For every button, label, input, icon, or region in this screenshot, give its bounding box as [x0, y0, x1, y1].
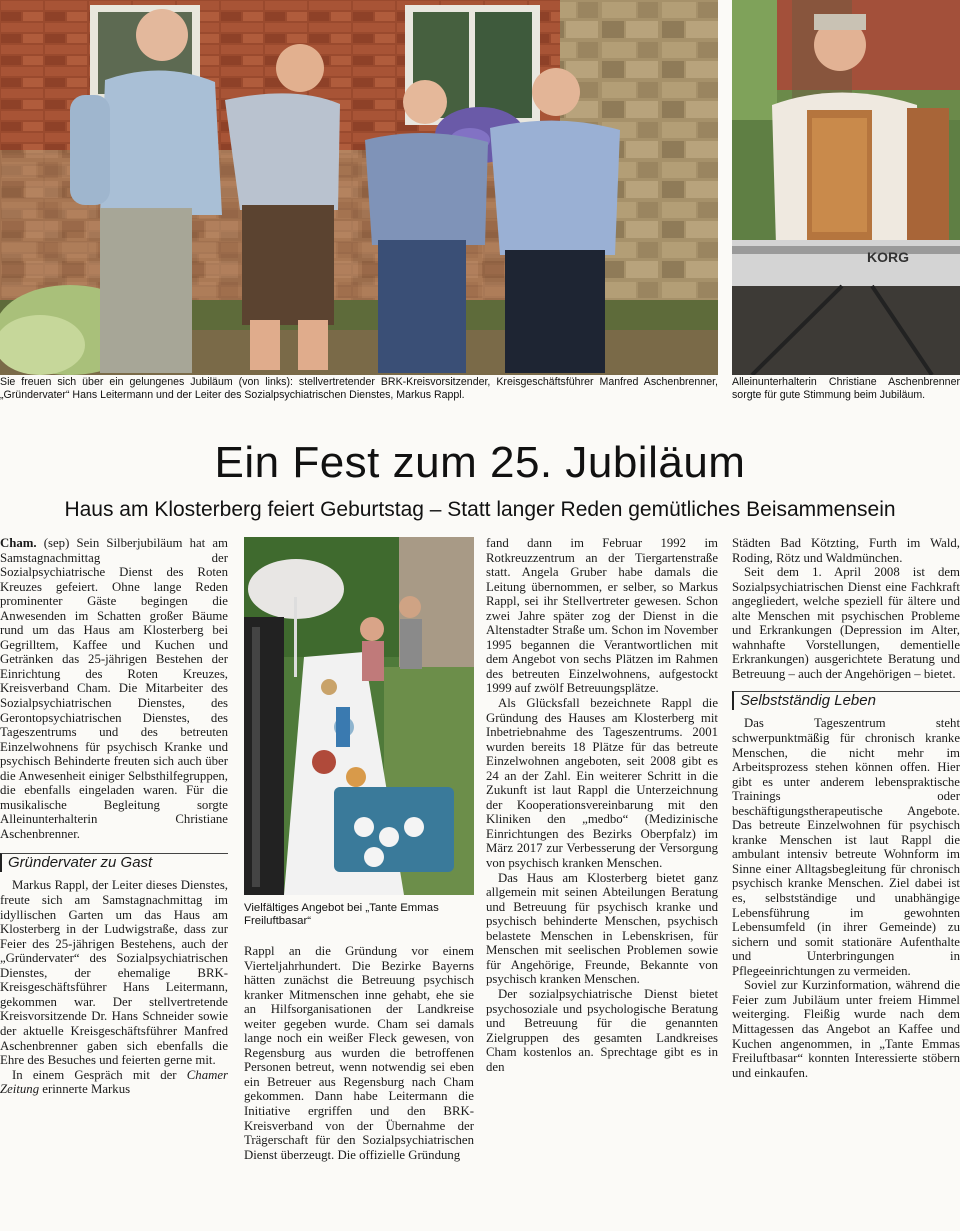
article-column-4 [732, 536, 960, 1080]
lead-text: (sep) Sein Silberjubiläum hat am Samstagnachmittag der Sozialpsychiatrische Dienst des Roten Kreuzes gefeiert. Ohne lange Reden prominenter Gäste begingen die Anwesenden im Schatten großer Bäume rund um das Haus am Klosterberg bei Gegrilltem, Kaffee und Kuchen und Getränken das 25-jährigen Bestehen der Einrichtung des Roten Kreuzes, Kreisverband Cham. Die Mitarbeiter des Sozialpsychiatrischen Dienstes, des Gerontopsychiatrischen Dienstes, des Tageszentrums und des betreuten Einzelwohnens für psychisch Kranke und psychisch Behinderte freuten sich auch über die Anwesenheit einiger Selbsthilfegruppen, die ebenfalls eingeladen waren. Für die musikalische Begleitung sorgte Alleinunterhalterin Christiane Aschenbrenner. [0, 536, 228, 841]
paragraph: Das Haus am Klosterberg bietet ganz allgemein mit seinen Abteilungen Beratung und Betreuung für psychisch kranke und psychisch behinderte Menschen, psychisch belastete Menschen in Lebenskrisen, für Menschen mit seelischen Problemen sowie für Angehörige, Freunde, Bekannte von psychisch kranken Menschen. [486, 870, 718, 987]
article-column-2 [244, 944, 474, 1162]
paragraph: Das Tageszentrum steht schwerpunktmäßig für chronisch kranke Menschen, die nicht mehr im Arbeitsprozess stehen können offen. Hier gibt es unter anderem lebenspraktische Trainings oder beschäftigungstherapeutische Angebote. Das betreute Einzelwohnen für psychisch kranke Menschen ist laut Rappl die ambulant intensiv betreute Wohnform im Sinne einer Alltagsbegleitung für chronisch psychisch kranke Menschen. Ziel dabei ist es, selbstständige und unabhängige Lebensführung im gewohnten Lebensumfeld (in ihrer Gemeinde) zu sichern und somit stationäre Aufenthalte und Unterbringungen in Pflegeeinrichtungen zu vermeiden. [732, 716, 960, 978]
buffet-photo [244, 537, 474, 895]
text-run: In einem Gespräch mit der [12, 1067, 187, 1082]
article-column-3 [486, 536, 718, 1074]
group-photo [0, 0, 718, 375]
musician-photo-caption: Alleinunterhalterin Christiane Aschenbrenner sorgte für gute Stimmung beim Jubiläum. [732, 376, 960, 401]
lead-paragraph [0, 536, 228, 841]
paragraph: fand dann im Februar 1992 im Rotkreuzzentrum an der Tiergartenstraße statt. Angela Gruber habe damals die Leitung übernommen, er selber, so Markus Rappl, sei ihr Stellvertreter gewesen. Schon zwei Jahre später zog der Dienst in die Altenstadter Straße um. Schon im November 1995 begannen die Verantwortlichen mit dem Angebot von sechs Plätzen im Rahmen des betreuten Einzelwohnens, aufgestockt 1999 auf zwölf Betreuungsplätze. [486, 536, 718, 696]
paragraph: Rappl an die Gründung vor einem Vierteljahrhundert. Die Bezirke Bayerns hätten zunächst die Betreuung psychisch kranker Mitmenschen inne gehabt, ehe sie an Hilfsorganisationen der Landkreise weiter gegeben wurde. Cham sei damals lange noch ein weißer Fleck gewesen, von Regensburg aus wurden die betroffenen Personen betreut, wenn notwendig sei eben ein Betreuer aus Regensburg nach Cham gekommen. Dann habe Leitermann die Initiative ergriffen und den BRK-Kreisverband von der Übernahme der Trägerschaft für den Sozialpsychiatrischen Dienst überzeugt. Die offizielle Gründung [244, 944, 474, 1162]
paragraph: Markus Rappl, der Leiter dieses Dienstes, freute sich am Samstagnachmittag im idyllischen Garten um das Haus am Klosterberg in der Ludwigstraße, dass zur Feier des 25-jährigen Bestehens, auch der „Gründervater“ des Sozialpsychiatrischen Dienstes, der ehemalige BRK-Kreisgeschäftsführer Hans Leitermann, gekommen war. Der stellvertretende Kreisvorsitzende Dr. Hans Schneider sowie der aktuelle Kreisgeschäftsführer Manfred Aschenbrenner gaben sich ebenfalls die Ehre des Besuches und feierten gerne mit. [0, 878, 228, 1068]
paragraph: Soviel zur Kurzinformation, während die Feier zum Jubiläum unter freiem Himmel weiterging. Fleißig wurde nach dem Mittagessen das Angebot an Kaffee und Kuchen angenommen, in „Tante Emmas Freiluftbasar“ konnten Interessierte stöbern und einkaufen. [732, 978, 960, 1080]
paragraph [0, 1068, 228, 1097]
dateline: Cham. [0, 536, 37, 550]
keyboard-brand-text: KORG [867, 249, 909, 265]
musician-photo [732, 0, 960, 375]
article-column-1 [0, 536, 228, 1097]
paragraph: Der sozialpsychiatrische Dienst bietet psychosoziale und psychologische Beratung und Betreuung für die genannten Zielgruppen des gesamten Landkreises Cham kostenlos an. Sprechtage gibt es in den [486, 986, 718, 1074]
text-run: erinnerte Markus [39, 1082, 131, 1097]
headline: Ein Fest zum 25. Jubiläum [214, 438, 746, 487]
paragraph: Städten Bad Kötzting, Furth im Wald, Roding, Rötz und Waldmünchen. [732, 536, 960, 565]
main-photo-caption: Sie freuen sich über ein gelungenes Jubiläum (von links): stellvertretender BRK-Kreisvorsitzender, Kreisgeschäftsführer Manfred Aschenbrenner, „Gründervater“ Hans Leitermann und der Leiter des Sozialpsychiatrischen Dienstes, Markus Rappl. [0, 376, 718, 401]
buffet-photo-caption: Vielfältiges Angebot bei „Tante Emmas Freiluftbasar“ [244, 902, 439, 927]
paragraph: Seit dem 1. April 2008 ist dem Sozialpsychiatrischen Dienst eine Fachkraft angegliedert, welche speziell für ältere und alte Menschen mit psychischen Probleme und Erkrankungen (Depression im Alter, wahnhafte Vorstellungen, dementielle Erkrankungen) ausgerichtete Beratung und Betreuung – auch der Angehörigen – bietet. [732, 565, 960, 681]
subheadline: Haus am Klosterberg feiert Geburtstag – Statt langer Reden gemütliches Beisammensein [64, 498, 896, 521]
newspaper-name: Chamer Zeitung [0, 1067, 228, 1097]
paragraph: Als Glücksfall bezeichnete Rappl die Gründung des Hauses am Klosterberg mit Inbetriebnahme des Tageszentrums. 2001 wurden bereits 18 Plätze für das betreute Einzelwohnen angeboten, seit 2008 gibt es 24 an der Zahl. Ein weiterer Schritt in die Zukunft ist laut Rappl die Unterzeichnung der Kooperationsvereinbarung mit den Kliniken den „medbo“ (Medizinische Einrichtungen des Bezirks Oberpfalz) im März 2017 zur Verbesserung der Versorgung von psychisch kranken Menschen. [486, 696, 718, 871]
subheading-gruendervater: Gründervater zu Gast [0, 853, 228, 872]
subheading-selbststaendig: Selbstständig Leben [732, 691, 960, 710]
